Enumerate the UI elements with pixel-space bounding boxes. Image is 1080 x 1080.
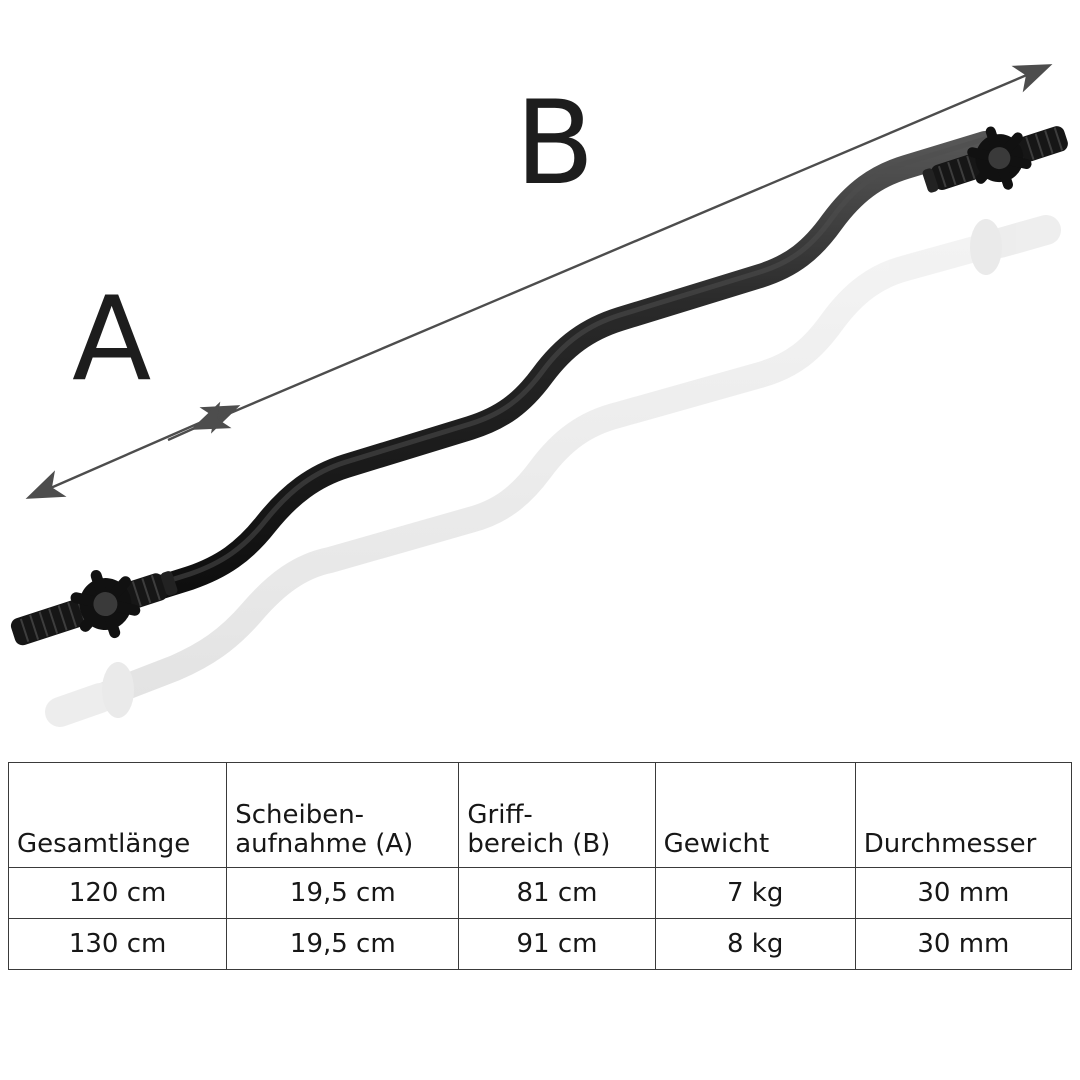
header-total-length — [9, 763, 227, 868]
specification-table — [8, 762, 1072, 970]
cell-diameter: 30 mm — [855, 919, 1071, 970]
bar-reflection — [60, 219, 1046, 718]
dimension-label-a: A — [72, 272, 152, 407]
header-diameter — [855, 763, 1071, 868]
header-line: aufnahme (A) — [235, 828, 414, 859]
table-row — [9, 919, 1072, 970]
header-weight — [655, 763, 855, 868]
header-line: Gesamtlänge — [17, 828, 191, 859]
cell-plate-area: 19,5 cm — [227, 919, 459, 970]
cell-weight: 8 kg — [655, 919, 855, 970]
cell-total-length: 130 cm — [9, 919, 227, 970]
header-grip-area — [459, 763, 655, 868]
header-line: bereich (B) — [467, 828, 611, 859]
header-line: Durchmesser — [863, 828, 1037, 859]
cell-grip-area: 81 cm — [459, 868, 655, 919]
dimension-arrow-b — [195, 66, 1048, 428]
table-row — [9, 868, 1072, 919]
cell-grip-area: 91 cm — [459, 919, 655, 970]
spec-table — [8, 762, 1072, 970]
cell-total-length: 120 cm — [9, 868, 227, 919]
dimension-arrow-a — [30, 407, 236, 497]
header-line: Scheiben- — [235, 799, 365, 830]
table-header-row — [9, 763, 1072, 868]
cell-diameter: 30 mm — [855, 868, 1071, 919]
cell-plate-area: 19,5 cm — [227, 868, 459, 919]
dimension-label-b: B — [515, 76, 595, 211]
header-line: Gewicht — [663, 828, 770, 859]
header-plate-area — [227, 763, 459, 868]
header-line: Griff- — [467, 799, 533, 830]
cell-weight: 7 kg — [655, 868, 855, 919]
